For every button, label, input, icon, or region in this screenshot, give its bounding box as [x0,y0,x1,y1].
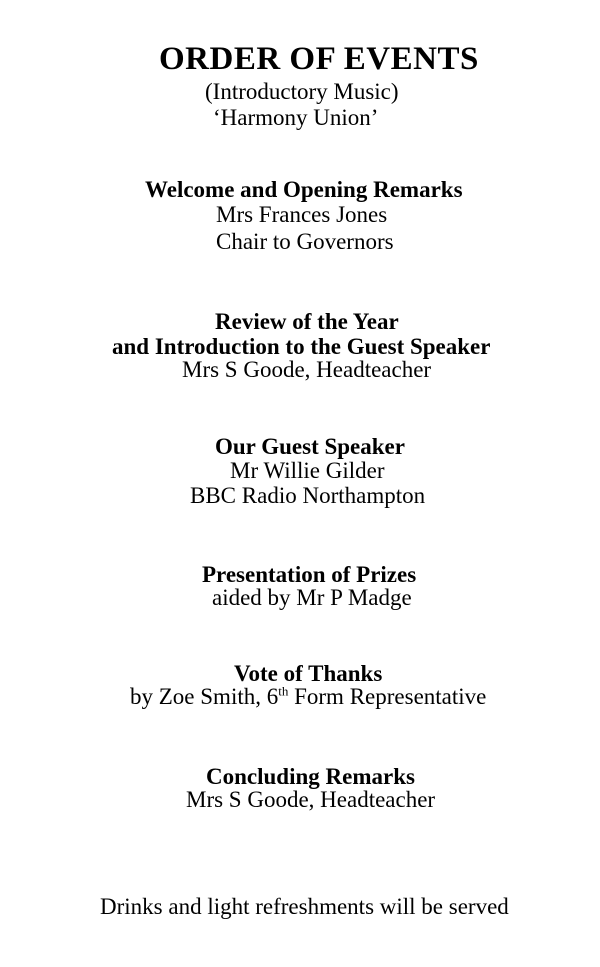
welcome-speaker-role: Chair to Governors [216,229,394,254]
concluding-heading: Concluding Remarks [206,764,415,789]
prizes-aided-by: aided by Mr P Madge [212,585,412,610]
review-subheading: and Introduction to the Guest Speaker [112,334,491,359]
guest-heading: Our Guest Speaker [215,434,405,459]
review-speaker: Mrs S Goode, Headteacher [182,357,432,382]
thanks-by-prefix: by Zoe Smith, 6 [130,684,279,709]
review-heading: Review of the Year [215,309,399,334]
prizes-heading: Presentation of Prizes [202,562,417,587]
footer-note: Drinks and light refreshments will be served [100,894,509,919]
intro-music-title: ‘Harmony Union’ [213,105,379,130]
thanks-heading: Vote of Thanks [234,661,383,686]
thanks-by-suffix: Form Representative [288,684,487,709]
concluding-speaker: Mrs S Goode, Headteacher [186,787,436,812]
page-title: ORDER OF EVENTS [159,41,479,77]
welcome-heading: Welcome and Opening Remarks [145,177,463,202]
thanks-by-line [130,683,486,711]
guest-speaker-org: BBC Radio Northampton [190,483,426,508]
thanks-by-ordinal: th [278,683,289,699]
guest-speaker-name: Mr Willie Gilder [230,458,385,483]
welcome-speaker-name: Mrs Frances Jones [216,202,388,227]
intro-music-label: (Introductory Music) [205,79,399,104]
